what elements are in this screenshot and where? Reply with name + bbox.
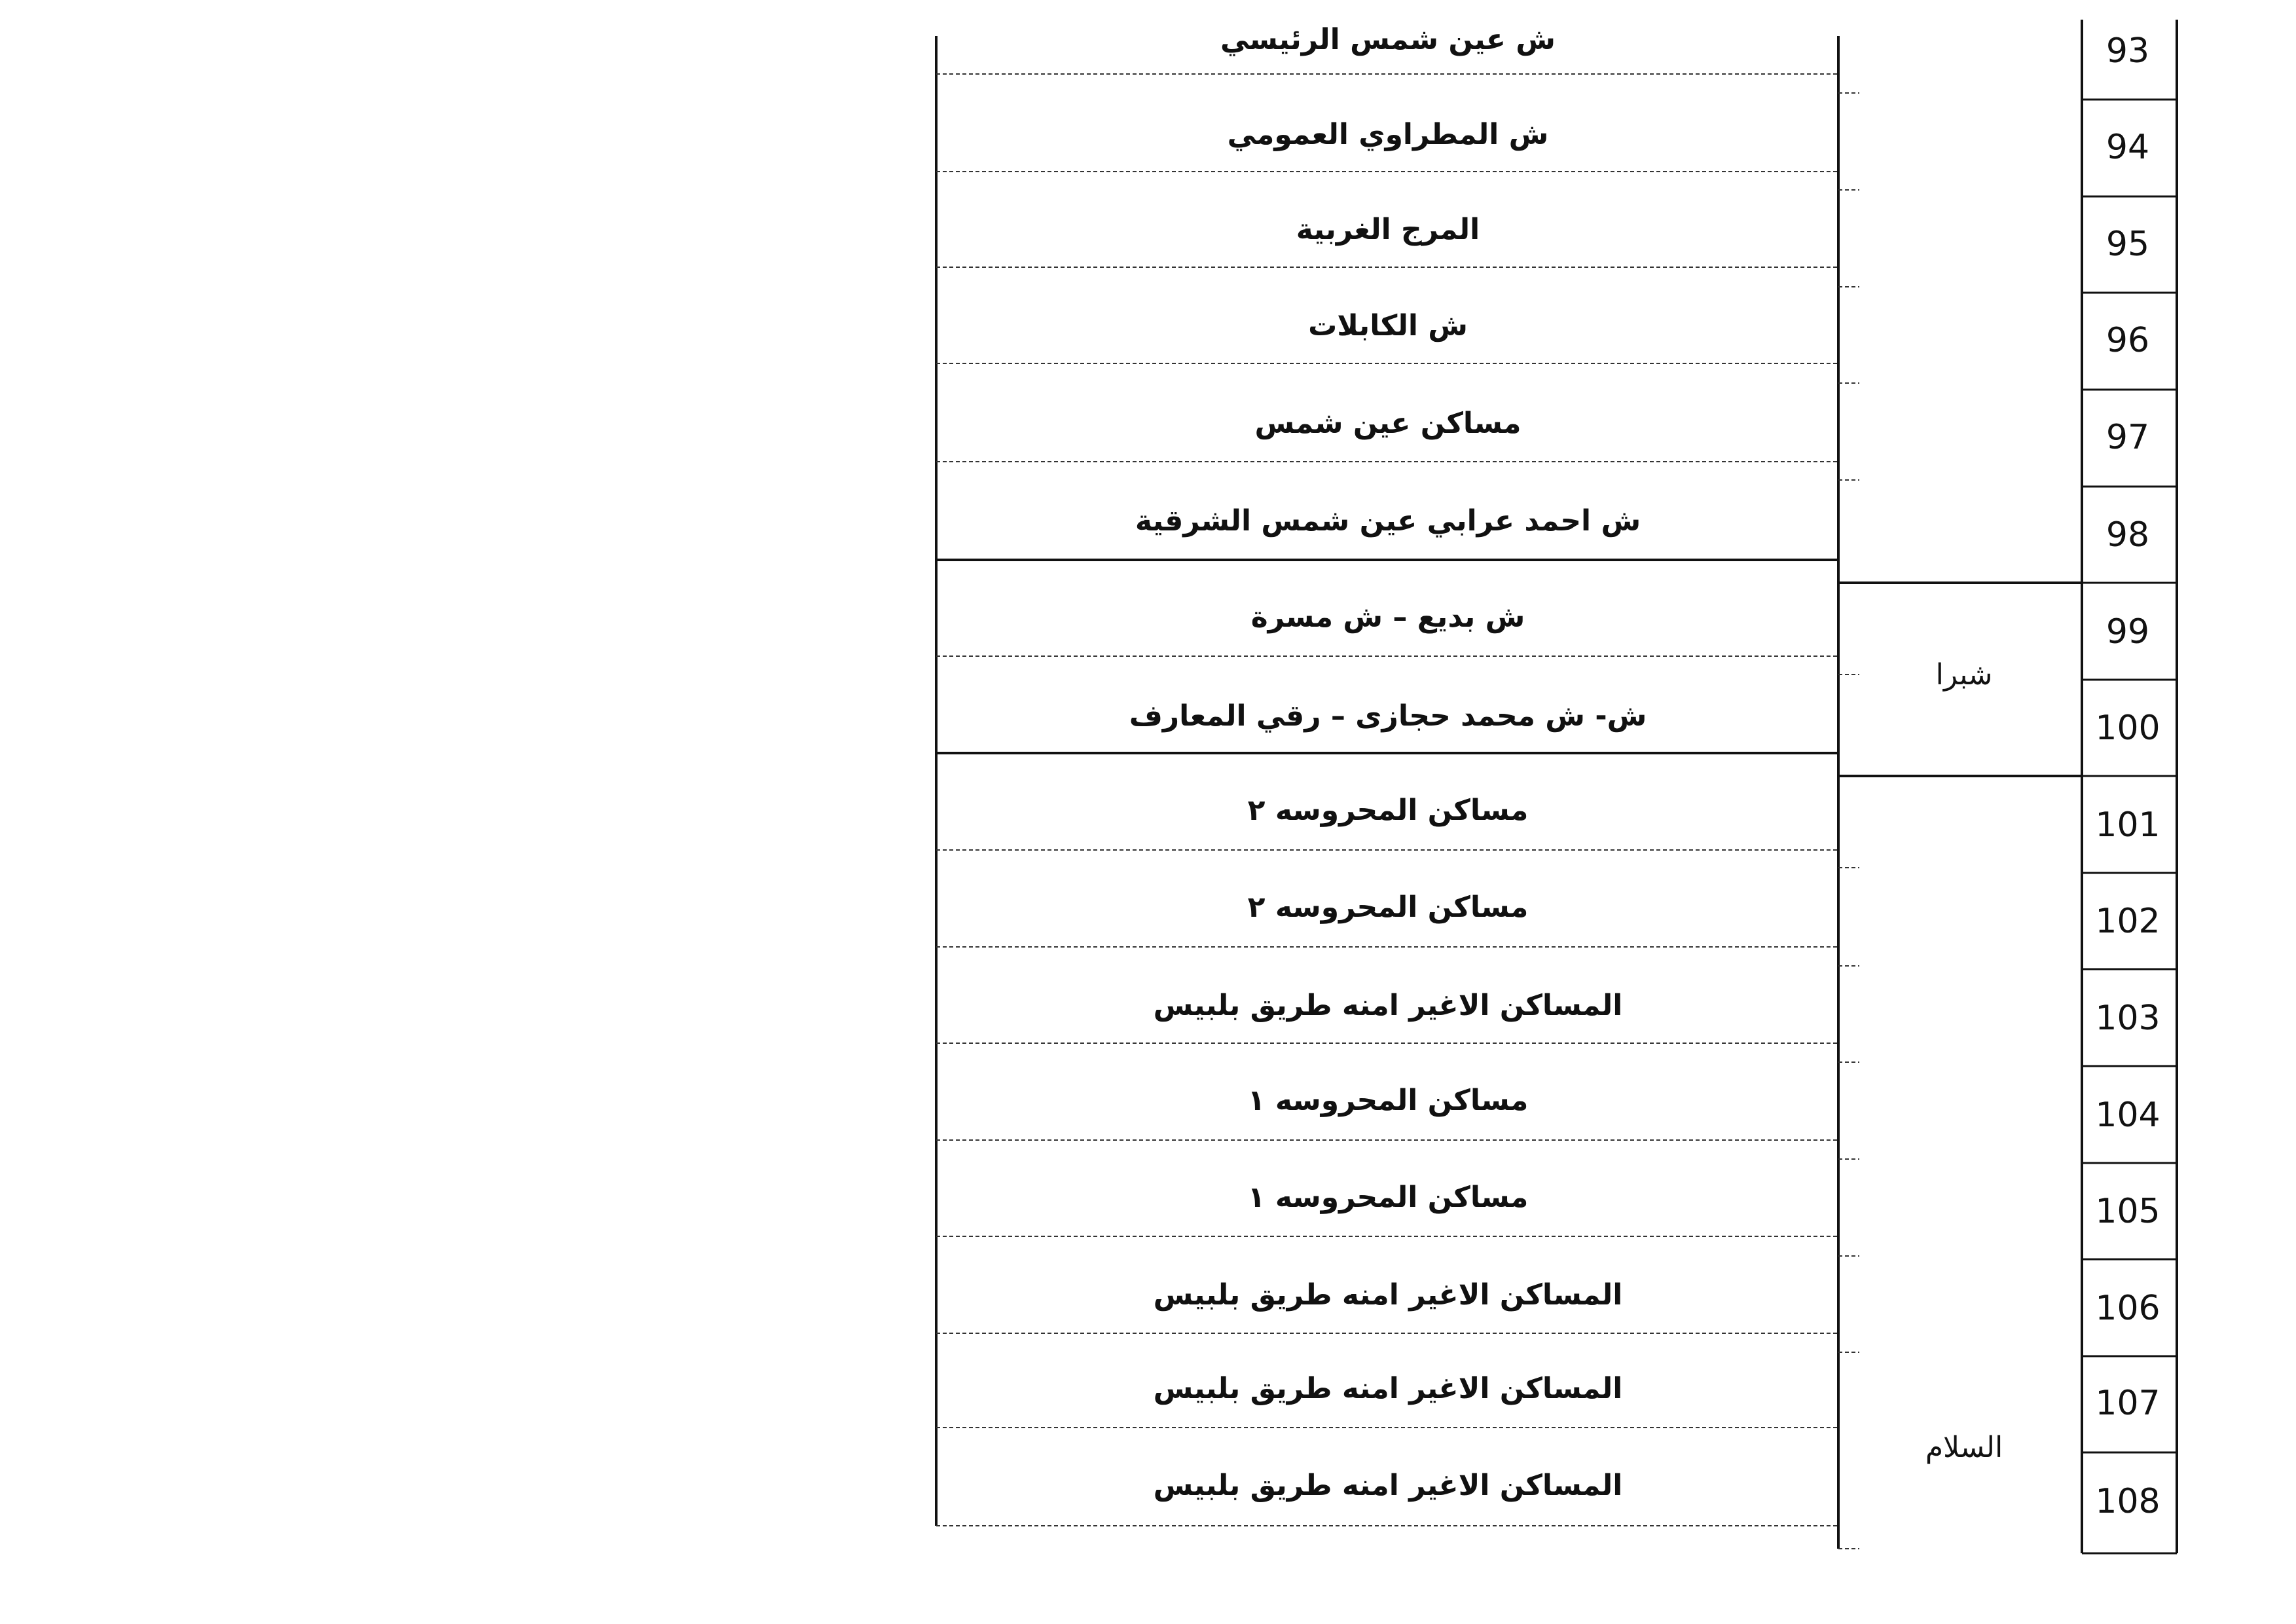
row-number-108: 108 <box>2095 1482 2160 1521</box>
street-cell-93: ش عين شمس الرئيسي <box>1220 22 1556 56</box>
street-cell-95: المرج الغربية <box>1296 212 1480 246</box>
row-number-104: 104 <box>2095 1096 2160 1135</box>
row-number-98: 98 <box>2105 515 2150 555</box>
street-cell-94: ش المطراوي العمومي <box>1227 117 1549 151</box>
row-number-106: 106 <box>2095 1289 2160 1328</box>
street-cell-96: ش الكابلات <box>1308 308 1468 342</box>
row-number-101: 101 <box>2095 805 2160 845</box>
street-cell-104: مساكن المحروسه ١ <box>1247 1083 1529 1117</box>
street-cell-103: المساكن الاغير امنه طريق بلبيس <box>1153 988 1623 1022</box>
street-cell-100: ش- ش محمد حجازى – رقي المعارف <box>1129 699 1647 733</box>
row-number-100: 100 <box>2095 709 2160 748</box>
street-cell-106: المساكن الاغير امنه طريق بلبيس <box>1153 1278 1623 1312</box>
row-number-94: 94 <box>2105 128 2150 167</box>
row-number-93: 93 <box>2105 31 2150 71</box>
street-cell-101: مساكن المحروسه ٢ <box>1247 793 1529 827</box>
row-number-107: 107 <box>2095 1384 2160 1423</box>
row-number-97: 97 <box>2105 418 2150 457</box>
row-number-103: 103 <box>2095 999 2160 1038</box>
district-salam: السلام <box>1925 1430 2003 1464</box>
row-number-95: 95 <box>2105 225 2150 264</box>
street-cell-97: مساكن عين شمس <box>1254 406 1522 440</box>
street-cell-98: ش احمد عرابي عين شمس الشرقية <box>1135 504 1641 538</box>
row-number-99: 99 <box>2105 612 2150 652</box>
district-shubra: شبرا <box>1935 657 1993 692</box>
row-number-96: 96 <box>2105 321 2150 360</box>
street-cell-107: المساكن الاغير امنه طريق بلبيس <box>1153 1371 1623 1405</box>
street-cell-99: ش بديع – ش مسرة <box>1250 600 1525 634</box>
row-number-105: 105 <box>2095 1192 2160 1231</box>
street-cell-102: مساكن المحروسه ٢ <box>1247 890 1529 924</box>
row-number-102: 102 <box>2095 902 2160 941</box>
street-cell-105: مساكن المحروسه ١ <box>1247 1180 1529 1214</box>
street-cell-108: المساكن الاغير امنه طريق بلبيس <box>1153 1468 1623 1502</box>
